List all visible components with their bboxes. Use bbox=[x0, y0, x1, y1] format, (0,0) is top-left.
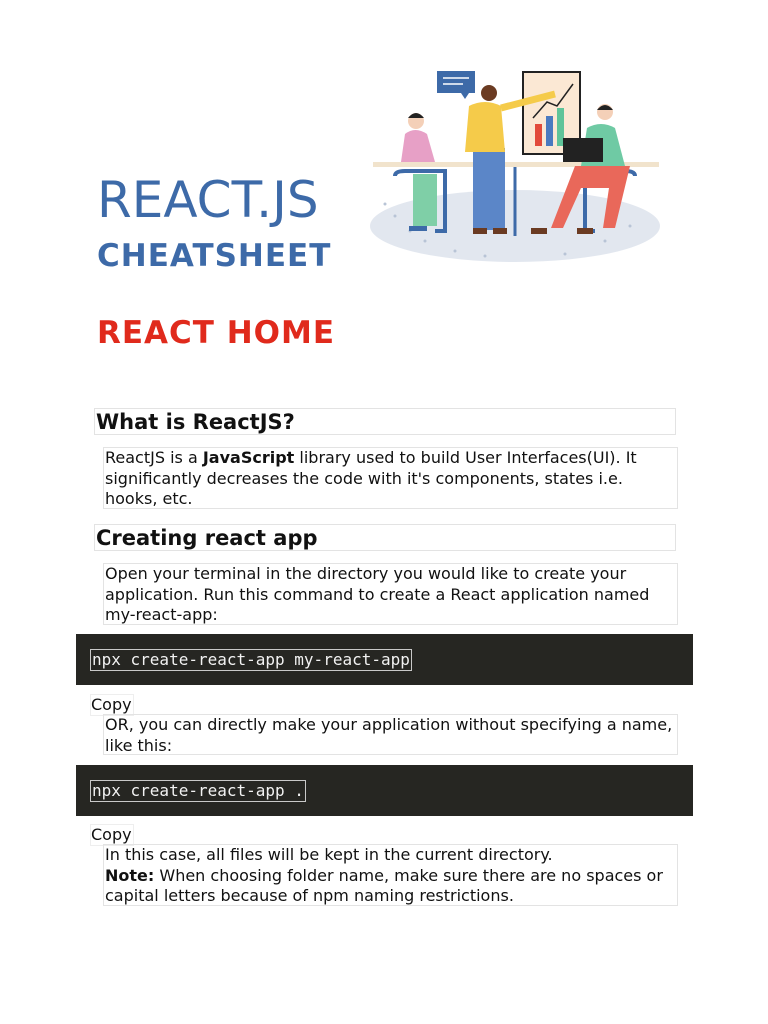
note-line bbox=[105, 866, 677, 907]
page-subtitle: CHEATSHEET bbox=[97, 238, 332, 274]
section-heading-creating-react-app: Creating react app bbox=[94, 524, 676, 551]
code-block-create-current-dir bbox=[76, 765, 693, 816]
team-meeting-illustration-icon bbox=[365, 66, 665, 272]
note-line-current-directory: In this case, all files will be kept in the current directory. bbox=[105, 845, 553, 864]
code-command[interactable]: npx create-react-app my-react-app bbox=[92, 650, 410, 669]
alternative-paragraph: OR, you can directly make your application without specifying a name, like this: bbox=[103, 714, 678, 755]
intro-text-end: library used to build User Interfaces(UI). It significantly decreases the code with it's components, states i.e. hooks, etc. bbox=[105, 448, 637, 508]
section-heading-what-is-reactjs: What is ReactJS? bbox=[94, 408, 676, 435]
intro-text-start: ReactJS is a bbox=[105, 448, 203, 467]
code-command[interactable]: npx create-react-app . bbox=[92, 781, 304, 800]
copy-button[interactable]: Copy bbox=[91, 825, 132, 844]
copy-button[interactable]: Copy bbox=[91, 695, 132, 714]
intro-bold-javascript: JavaScript bbox=[202, 448, 295, 467]
page-title: REACT.JS bbox=[97, 171, 319, 229]
section-title: REACT HOME bbox=[97, 315, 336, 351]
create-app-paragraph: Open your terminal in the directory you would like to create your application. Run this command to create a React application named my-react-app: bbox=[103, 563, 678, 625]
note-text: When choosing folder name, make sure there are no spaces or capital letters because of npm naming restrictions. bbox=[105, 865, 663, 905]
code-block-create-named bbox=[76, 634, 693, 685]
note-paragraph bbox=[103, 844, 678, 906]
intro-paragraph bbox=[103, 447, 678, 509]
note-label: Note: bbox=[105, 865, 155, 885]
